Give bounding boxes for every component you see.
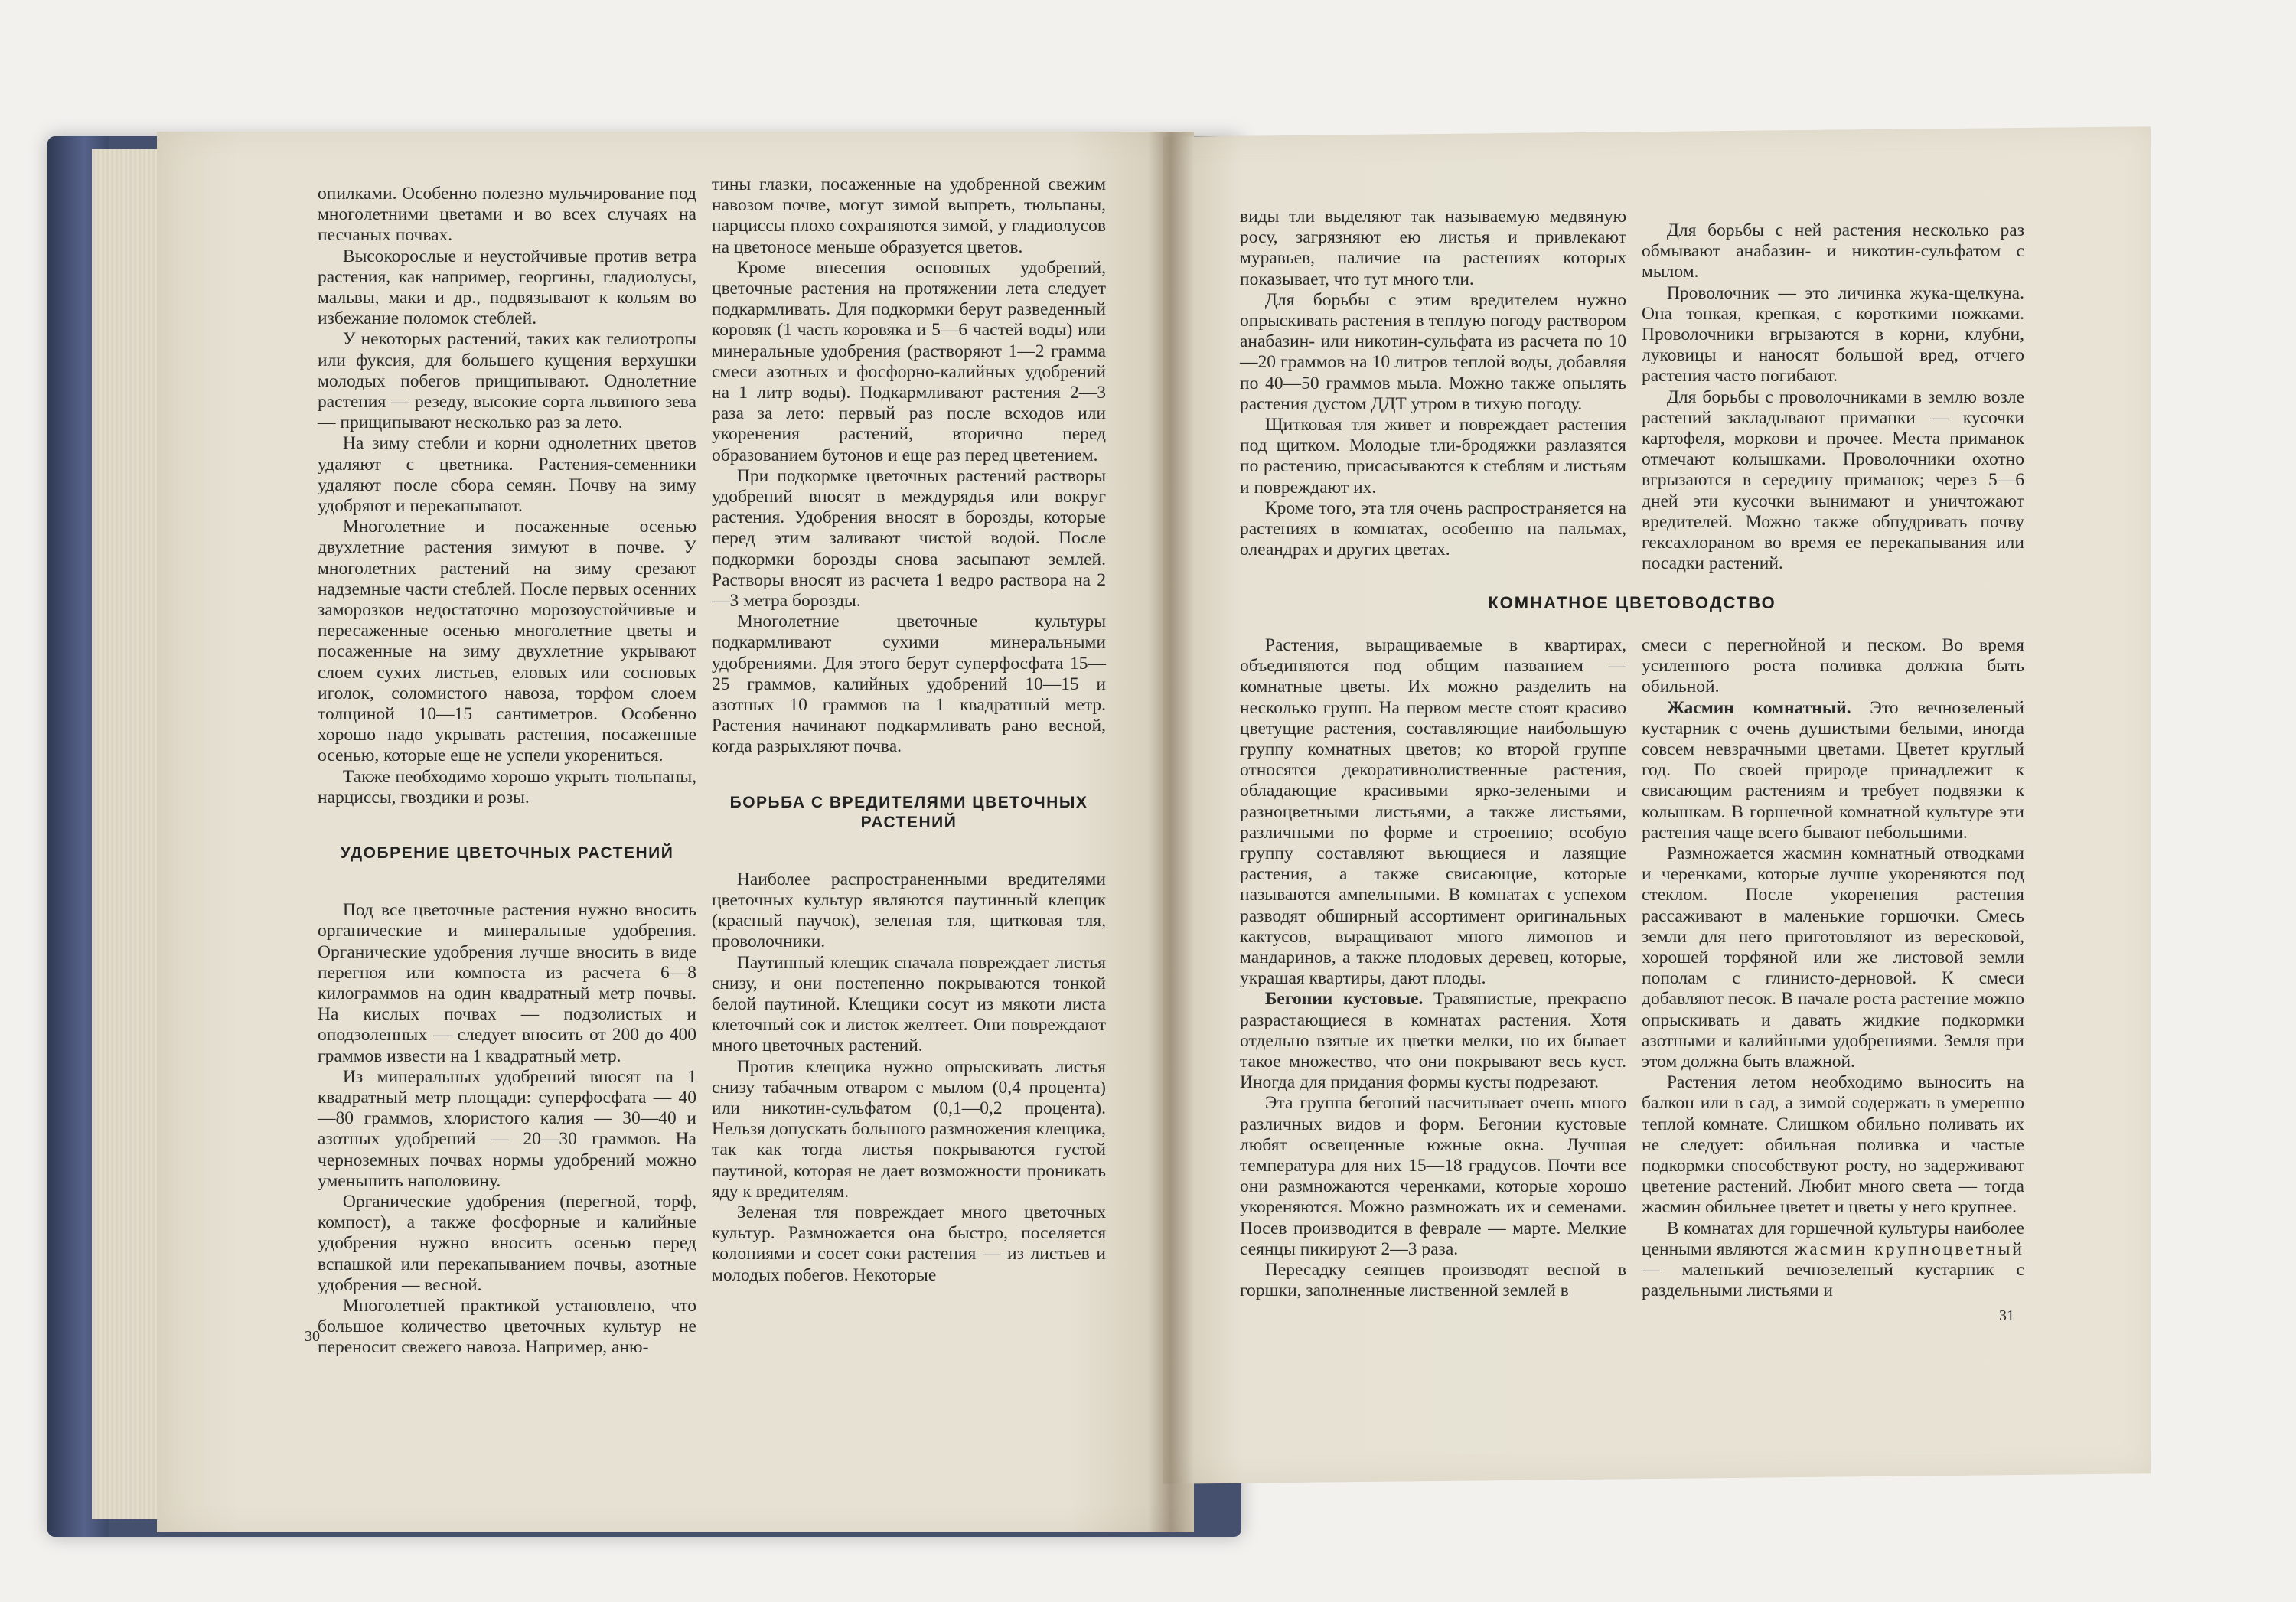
paragraph	[1642, 387, 2024, 575]
right-col4-paragraphs	[1642, 635, 2024, 1302]
left-col2-paragraphs	[712, 175, 1106, 758]
paragraph-text: Кроме того, эта тля очень распространяется на растениях в комнатах, особенно на пальмах, олеандрах и других цветах.	[1240, 498, 1626, 560]
paragraph-text: Под все цветочные растения нужно вносить органические и минеральные удобрения. Органические удобрения лучше вносить в виде перегноя или компоста из расчета 6—8 килограммов на один квадратный метр почвы. На кислых почвах — подзолистых и оподзоленных — следует вносить от 200 до 400 граммов извести на 1 квадратный метр.	[318, 900, 696, 1066]
left-page-column-1	[318, 184, 696, 1359]
run-in-heading: Жасмин комнатный.	[1666, 697, 1851, 718]
paragraph	[1642, 1219, 2024, 1302]
paragraph	[712, 1057, 1106, 1202]
right-col2-paragraphs	[1642, 220, 2024, 574]
paragraph	[318, 767, 696, 808]
paragraph-text: Травянистые, прекрасно разрастающиеся в комнатах растения. Хотя отдельно взятые их цветки мелки, но их бывает такое множество, что они покрывают весь куст. Иногда для придания формы кусты подрезают.	[1240, 989, 1626, 1093]
paragraph	[318, 1296, 696, 1359]
right-page-column-1	[1240, 207, 1626, 560]
left-page-column-2	[712, 175, 1106, 1286]
right-col3-paragraphs	[1240, 635, 1626, 1302]
paragraph-text: Пересадку сеянцев производят весной в горшки, заполненные лиственной землей в	[1240, 1260, 1626, 1301]
paragraph	[1240, 290, 1626, 415]
paragraph	[712, 466, 1106, 612]
paragraph	[318, 517, 696, 766]
paragraph-text: Многолетние цветочные культуры подкармливают сухими минеральными удобрениями. Для этого берут суперфосфата 15—25 граммов, калийных удобрений 10—15 и азотных 10 граммов на 1 квадратный метр. Растения начинают подкармливать рано весной, когда разрыхляют почва.	[712, 612, 1106, 757]
section-heading-indoor-floriculture: КОМНАТНОЕ ЦВЕТОВОДСТВО	[1488, 593, 1776, 612]
paragraph	[318, 246, 696, 330]
paragraph	[712, 612, 1106, 757]
paragraph	[318, 184, 696, 246]
paragraph-text: Многолетние и посаженные осенью двухлетние растения зимуют в почве. У многолетних растений на зиму срезают надземные части стеблей. После первых осенних заморозков недостаточно морозоустойчивые и пересаженные осенью многолетние цветы и посаженные на зиму двухлетние укрывают слоем сухих листьев, еловых или сосновых иголок, соломистого навоза, торфом слоем толщиной 10—15 сантиметров. Особенно хорошо надо укрывать растения, посаженные осенью, которые еще не успели укорениться.	[318, 517, 696, 766]
paragraph	[1642, 283, 2024, 387]
paragraph	[1240, 207, 1626, 290]
paragraph-text: Щитковая тля живет и повреждает растения под щитком. Молодые тли-бродяжки разлазятся по растению, присасываются к стеблям и листьям и повреждают их.	[1240, 415, 1626, 498]
paragraph	[318, 1067, 696, 1192]
page-number-right: 31	[1999, 1307, 2014, 1324]
paragraph	[318, 900, 696, 1067]
left-col2-paragraphs-2	[712, 870, 1106, 1286]
paragraph-text: Проволочник — это личинка жука-щелкуна. Она тонкая, крепкая, с короткими ножками. Проволочники вгрызаются в корни, клубни, луковицы и наносят большой вред, отчего растения часто погибают.	[1642, 282, 2024, 387]
paragraph-text: Это вечнозеленый кустарник с очень душистыми белыми, иногда совсем невзрачными цветами. Цветет круглый год. По своей природе принадлежит к свисающим растениям и требует подвязки к колышкам. В горшечной комнатной культуре эти растения чаще всего бывают небольшими.	[1642, 697, 2024, 843]
paragraph-text: тины глазки, посаженные на удобренной свежим навозом почве, могут зимой выпреть, тюльпаны, нарциссы плохо сохраняются зимой, у гладиолусов на цветоносе меньше образуется цветов.	[712, 175, 1106, 257]
paragraph	[712, 870, 1106, 953]
paragraph-text: На зиму стебли и корни однолетних цветов удаляют с цветника. Растения-семенники удаляют после сбора семян. Почву на зиму удобряют и перекапывают.	[318, 433, 696, 517]
paragraph-text: У некоторых растений, таких как гелиотропы или фуксия, для большего кущения верхушки молодых побегов прищипывают. Однолетние растения — резеду, высокие сорта львиного зева — прищипывают несколько раз за лето.	[318, 329, 696, 433]
paragraph-text: Кроме внесения основных удобрений, цветочные растения на протяжении лета следует подкармливать. Для подкормки берут разведенный коровяк (1 часть коровяка и 5—6 частей воды) или минеральные удобрения (растворяют 1—2 грамма смеси азотных и фосфорно-калийных удобрений на 1 литр воды). Подкармливают растения 2—3 раза за лето: первый раз после всходов или укоренения растений, вторично перед образованием бутонов и еще раз перед цветением.	[712, 257, 1106, 465]
paragraph-text: смеси с перегнойной и песком. Во время усиленного роста поливка должна быть обильной.	[1642, 635, 2024, 697]
paragraph-text: Размножается жасмин комнатный отводками и черенками, которые лучше укореняются под стеклом. После укоренения растения рассаживают в маленькие горшочки. Смесь земли для него приготовляют из вересковой, хорошей торфяной или же листовой земли пополам с глинисто-дерновой. К смеси добавляют песок. В начале роста растение можно опрыскивать и давать жидкие подкормки азотными и калийными удобрениями. Земля при этом должна быть влажной.	[1642, 843, 2024, 1072]
paragraph-text: Зеленая тля повреждает много цветочных культур. Размножается она быстро, поселяется колониями и сосет соки растения — из листьев и молодых побегов. Некоторые	[712, 1202, 1106, 1285]
book-gutter	[1148, 132, 1194, 1532]
left-col1-paragraphs-2	[318, 900, 696, 1358]
paragraph	[1642, 843, 2024, 1072]
paragraph	[318, 1192, 696, 1296]
paragraph-text: Для борьбы с этим вредителем нужно опрыскивать растения в теплую погоду раствором анабазин- или никотин-сульфата из расчета по 10—20 граммов на 10 литров теплой воды, добавляя по 40—50 граммов мыла. Можно также опылять растения дустом ДДТ утром в тихую погоду.	[1240, 289, 1626, 414]
paragraph-text: Высокорослые и неустойчивые против ветра растения, как например, георгины, гладиолусы, мальвы, маки и др., подвязывают к кольям во избежание поломок стеблей.	[318, 246, 696, 329]
run-in-heading: Бегонии кустовые.	[1264, 989, 1424, 1010]
paragraph	[1240, 989, 1626, 1093]
paragraph	[1642, 220, 2024, 283]
paragraph	[1240, 1093, 1626, 1260]
paragraph-text: Растения летом необходимо выносить на балкон или в сад, а зимой содержать в умеренно теплой комнате. Слишком обильно поливать их не следует: обильная поливка и частые подкормки способствуют росту, но задерживают цветение растений. Любит много света — тогда жасмин обильнее цветет и цветы у него крупнее.	[1642, 1072, 2024, 1218]
paragraph-text: Паутинный клещик сначала повреждает листья снизу, и они постепенно покрываются тонкой белой паутиной. Клещики сосут из мякоти листа клеточный сок и листок желтеет. Они повреждают много цветочных растений.	[712, 952, 1106, 1056]
paragraph-text: Также необходимо хорошо укрыть тюльпаны, нарциссы, гвоздики и розы.	[318, 766, 696, 808]
paragraph	[1642, 1072, 2024, 1218]
paragraph-text: Многолетней практикой установлено, что большое количество цветочных культур не переносит свежего навоза. Например, аню-	[318, 1295, 696, 1358]
paragraph	[318, 329, 696, 433]
section-heading-pests: БОРЬБА С ВРЕДИТЕЛЯМИ ЦВЕТОЧНЫХ РАСТЕНИЙ	[729, 793, 1088, 831]
paragraph	[1642, 635, 2024, 698]
paragraph-text: В комнатах для горшечной культуры наиболее ценными являются	[1642, 1218, 2024, 1259]
paragraph	[318, 433, 696, 517]
paragraph	[1642, 698, 2024, 843]
paragraph	[712, 1202, 1106, 1286]
paragraph-text: опилками. Особенно полезно мульчирование под многолетними цветами и во всех случаях на песчаных почвах.	[318, 184, 696, 246]
page-number-left: 30	[305, 1328, 320, 1345]
paragraph	[712, 175, 1106, 258]
paragraph-text: Наиболее распространенными вредителями цветочных культур являются паутинный клещик (красный паучок), зеленая тля, щитковая тля, проволочники.	[712, 869, 1106, 952]
right-col1-paragraphs	[1240, 207, 1626, 560]
paragraph-text: Органические удобрения (перегной, торф, компост), а также фосфорные и калийные удобрения нужно вносить осенью перед вспашкой или перекапыванием почвы, азотные удобрения — весной.	[318, 1191, 696, 1295]
spaced-term: жасмин крупноцветный	[1787, 1238, 2024, 1259]
paragraph	[1240, 635, 1626, 989]
paragraph-text: Для борьбы с ней растения несколько раз обмывают анабазин- и никотин-сульфатом с мылом.	[1642, 220, 2024, 282]
paragraph-text: виды тли выделяют так называемую медвяную росу, загрязняют ею листья и привлекают муравьев, наличие на растениях которых показывает, что тут много тли.	[1240, 207, 1626, 289]
paragraph-text: При подкормке цветочных растений растворы удобрений вносят в междурядья или вокруг растения. Удобрения вносят в борозды, которые перед этим заливают чистой водой. После подкормки борозды снова засыпают землей. Растворы вносят из расчета 1 ведро раствора на 2—3 метра борозды.	[712, 465, 1106, 612]
right-page-column-4	[1642, 635, 2024, 1302]
paragraph	[1240, 1260, 1626, 1301]
paragraph-text: Из минеральных удобрений вносят на 1 квадратный метр площади: суперфосфата — 40—80 граммов, хлористого калия — 30—40 и азотных удобрений — 20—30 граммов. На черноземных почвах нормы удобрений можно уменьшить наполовину.	[318, 1066, 696, 1191]
right-page-column-3	[1240, 635, 1626, 1302]
paragraph-text: Для борьбы с проволочниками в землю возле растений закладывают приманки — кусочки картофеля, моркови и прочее. Места приманок отмечают колышками. Проволочники охотно вгрызаются в середину приманок; через 5—6 дней эти кусочки вынимают и уничтожают вредителей. Можно также обпудривать почву гексахлораном во время ее перекапывания или посадки растений.	[1642, 387, 2024, 574]
paragraph-text: Против клещика нужно опрыскивать листья снизу табачным отваром с мылом (0,4 процента) или никотин-сульфатом (0,1—0,2 процента). Нельзя допускать большого размножения клещика, так как тогда листья покрываются густой паутиной, которая не дает возможности проникать яду к вредителям.	[712, 1056, 1106, 1202]
paragraph	[1240, 498, 1626, 561]
paragraph	[712, 953, 1106, 1057]
right-page-column-2	[1642, 220, 2024, 574]
paragraph	[1240, 415, 1626, 498]
paragraph-tail: — маленький вечнозеленый кустарник с раздельными листьями и	[1642, 1260, 2024, 1301]
section-heading-fertilizer: УДОБРЕНИЕ ЦВЕТОЧНЫХ РАСТЕНИЙ	[340, 844, 674, 863]
paragraph-text: Эта группа бегоний насчитывает очень много различных видов и форм. Бегонии кустовые любят освещенные южные окна. Лучшая температура для них 15—18 градусов. Почти все они размножаются черенками, которые хорошо укореняются. Можно размножать их и семенами. Посев производится в феврале — марте. Мелкие сеянцы пикируют 2—3 раза.	[1240, 1093, 1626, 1259]
left-col1-paragraphs	[318, 184, 696, 808]
paragraph-text: Растения, выращиваемые в квартирах, объединяются под общим названием — комнатные цветы. Их можно разделить на несколько групп. На первом месте стоят красиво цветущие растения, составляющие наибольшую группу комнатных цветов; ко второй группе относятся декоративнолиственные растения, обладающие красивыми ярко-зелеными и разноцветными листьями, а также листьями, различными по форме и строению; особую группу составляют вьющиеся и лазящие растения, а также свисающие, которые называются ампельными. В комнатах с успехом разводят обширный ассортимент оригинальных кактусов, выращивают много лимонов и мандаринов, а также плодовых деревец, которые, украшая квартиры, дают плоды.	[1240, 635, 1626, 989]
paragraph	[712, 258, 1106, 466]
